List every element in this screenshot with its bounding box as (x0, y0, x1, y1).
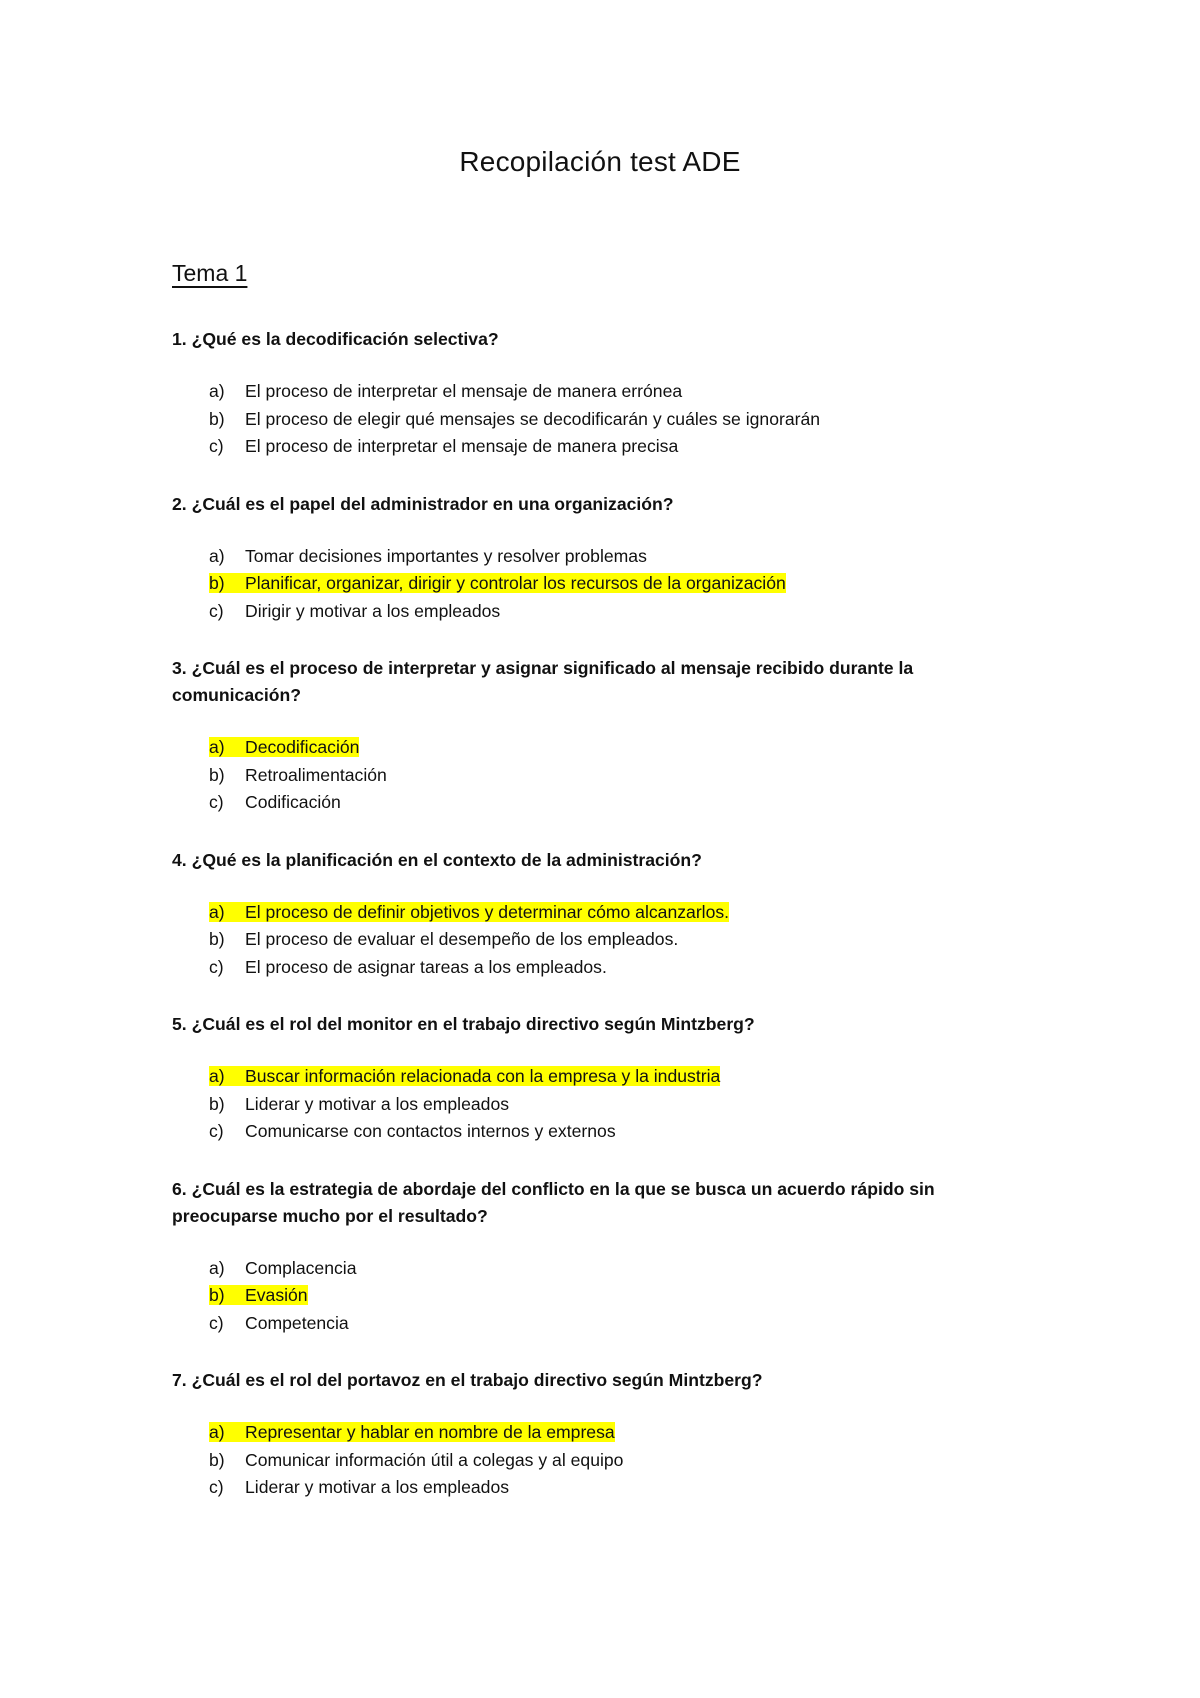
answer-text: Liderar y motivar a los empleados (245, 1093, 510, 1114)
answer-option (172, 762, 1032, 790)
question-item (172, 326, 1032, 461)
answer-content (209, 381, 682, 401)
answer-letter: a) (209, 1257, 225, 1278)
question-item (172, 655, 1032, 817)
question-number: 1. (172, 329, 187, 349)
answer-text: Liderar y motivar a los empleados (245, 1477, 510, 1497)
answer-letter: b) (209, 929, 225, 949)
answer-letter: c) (209, 436, 224, 456)
answer-option-highlighted (172, 1419, 1032, 1447)
answer-text: Codificación (245, 792, 341, 812)
answer-option (172, 1091, 1032, 1119)
question-label: ¿Qué es la planificación en el contexto de la administración? (191, 849, 702, 870)
section-heading: Tema 1 (172, 260, 248, 286)
answer-option (172, 789, 1032, 817)
answer-content (209, 737, 359, 757)
answer-text: El proceso de definir objetivos y determinar cómo alcanzarlos. (245, 901, 730, 922)
answer-letter: b) (209, 1093, 225, 1114)
answer-text: Decodificación (245, 737, 360, 757)
answer-content (209, 573, 786, 593)
answer-option-highlighted (172, 899, 1032, 927)
answer-content (209, 1477, 509, 1497)
answer-content (209, 957, 607, 977)
answer-content (209, 765, 387, 785)
answer-content (209, 1094, 509, 1114)
answer-text: Comunicar información útil a colegas y al equipo (245, 1449, 624, 1470)
question-text (172, 1176, 1032, 1230)
answer-content (209, 601, 500, 621)
answer-letter: b) (209, 1449, 225, 1470)
answer-text: Planificar, organizar, dirigir y controlar los recursos de la organización (245, 573, 786, 593)
question-text (172, 655, 1032, 709)
answer-content (209, 436, 678, 456)
question-item (172, 1367, 1032, 1502)
answer-letter: b) (209, 408, 225, 429)
answer-content (209, 1450, 623, 1470)
answer-letter: a) (209, 901, 225, 922)
answer-list (172, 1255, 1032, 1338)
answer-list (172, 1419, 1032, 1502)
question-number: 2. (172, 493, 187, 514)
answer-letter: c) (209, 1312, 224, 1333)
question-item (172, 847, 1032, 982)
question-number: 7. (172, 1370, 187, 1390)
answer-option (172, 406, 1032, 434)
question-label: ¿Cuál es el rol del portavoz en el trabajo directivo según Mintzberg? (191, 1370, 763, 1390)
answer-letter: a) (209, 381, 225, 401)
answer-option (172, 1474, 1032, 1502)
answer-text: Dirigir y motivar a los empleados (245, 600, 501, 621)
question-label: ¿Cuál es la estrategia de abordaje del conflicto en la que se busca un acuerdo rápido sin preocuparse mucho por el resultado? (172, 1178, 935, 1226)
question-label: ¿Cuál es el papel del administrador en una organización? (191, 493, 674, 514)
question-list (172, 326, 1032, 1532)
answer-content (209, 409, 820, 429)
answer-option-highlighted (172, 1282, 1032, 1310)
question-text (172, 1367, 1032, 1394)
answer-option (172, 543, 1032, 571)
question-number: 6. (172, 1178, 187, 1199)
answer-text: Comunicarse con contactos internos y externos (245, 1121, 616, 1141)
question-text (172, 847, 1032, 874)
answer-option (172, 598, 1032, 626)
question-label: ¿Cuál es el rol del monitor en el trabajo directivo según Mintzberg? (191, 1014, 755, 1034)
answer-content (209, 1422, 615, 1442)
answer-content (209, 902, 729, 922)
question-label: ¿Qué es la decodificación selectiva? (191, 329, 499, 349)
answer-text: Retroalimentación (245, 764, 387, 785)
answer-option (172, 433, 1032, 461)
answer-option (172, 1447, 1032, 1475)
answer-text: El proceso de interpretar el mensaje de manera precisa (245, 436, 679, 456)
answer-letter: a) (209, 737, 225, 757)
answer-text: El proceso de asignar tareas a los empleados. (245, 956, 607, 977)
answer-letter: b) (209, 1285, 225, 1305)
answer-list (172, 734, 1032, 817)
answer-option (172, 954, 1032, 982)
answer-option-highlighted (172, 570, 1032, 598)
answer-letter: a) (209, 1422, 225, 1442)
answer-option-highlighted (172, 734, 1032, 762)
answer-letter: c) (209, 792, 224, 812)
answer-list (172, 543, 1032, 626)
answer-list (172, 899, 1032, 982)
answer-content (209, 1066, 720, 1086)
answer-content (209, 1285, 308, 1305)
answer-text: Representar y hablar en nombre de la empresa (245, 1422, 615, 1442)
question-number: 5. (172, 1014, 187, 1034)
answer-content (209, 546, 647, 566)
answer-option (172, 1310, 1032, 1338)
answer-option (172, 378, 1032, 406)
answer-content (209, 929, 678, 949)
answer-text: El proceso de interpretar el mensaje de manera errónea (245, 381, 683, 401)
answer-option-highlighted (172, 1063, 1032, 1091)
answer-letter: a) (209, 1066, 225, 1086)
question-number: 3. (172, 658, 187, 678)
question-number: 4. (172, 849, 187, 870)
question-text (172, 326, 1032, 353)
answer-content (209, 1258, 356, 1278)
question-text (172, 491, 1032, 518)
question-label: ¿Cuál es el proceso de interpretar y asignar significado al mensaje recibido durante la comunicación? (172, 658, 914, 705)
answer-letter: b) (209, 573, 225, 593)
answer-option (172, 1255, 1032, 1283)
answer-letter: c) (209, 1477, 224, 1497)
answer-text: El proceso de evaluar el desempeño de los empleados. (245, 929, 679, 949)
answer-letter: a) (209, 545, 225, 566)
answer-text: Tomar decisiones importantes y resolver problemas (245, 545, 647, 566)
answer-letter: b) (209, 764, 225, 785)
question-item (172, 491, 1032, 626)
answer-letter: c) (209, 600, 224, 621)
answer-letter: c) (209, 956, 224, 977)
answer-text: Competencia (245, 1312, 349, 1333)
question-item (172, 1011, 1032, 1146)
answer-list (172, 378, 1032, 461)
answer-letter: c) (209, 1121, 224, 1141)
answer-text: El proceso de elegir qué mensajes se decodificarán y cuáles se ignorarán (245, 408, 821, 429)
answer-text: Complacencia (245, 1257, 357, 1278)
answer-text: Buscar información relacionada con la empresa y la industria (245, 1066, 721, 1086)
document-title: Recopilación test ADE (459, 146, 741, 177)
answer-text: Evasión (245, 1285, 308, 1305)
answer-list (172, 1063, 1032, 1146)
question-text (172, 1011, 1032, 1038)
answer-option (172, 1118, 1032, 1146)
answer-content (209, 1313, 349, 1333)
answer-content (209, 1121, 616, 1141)
question-item (172, 1176, 1032, 1338)
answer-option (172, 926, 1032, 954)
answer-content (209, 792, 341, 812)
